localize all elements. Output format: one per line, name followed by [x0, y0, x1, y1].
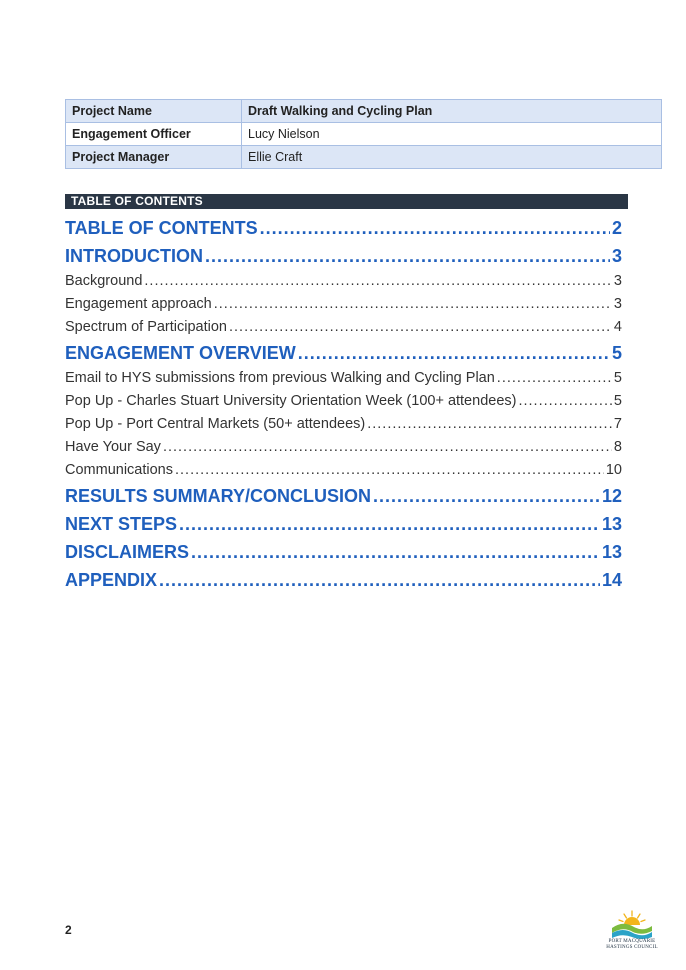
toc-entry-page: 4	[613, 319, 622, 335]
toc-entry-title: RESULTS SUMMARY/CONCLUSION	[65, 486, 371, 506]
project-name-value: Draft Walking and Cycling Plan	[242, 100, 662, 123]
toc-entry-background[interactable]	[65, 270, 622, 293]
dot-leader	[367, 413, 612, 436]
toc-entry-title: Spectrum of Participation	[65, 319, 227, 335]
toc-entry-page: 14	[601, 570, 622, 590]
toc-entry-table-of-contents[interactable]	[65, 214, 622, 242]
engagement-officer-value: Lucy Nielson	[242, 123, 662, 146]
dot-leader	[373, 482, 600, 510]
toc-entry-title: Email to HYS submissions from previous Walking and Cycling Plan	[65, 370, 495, 386]
toc-entry-title: APPENDIX	[65, 570, 158, 590]
toc-entry-popup-port-central[interactable]	[65, 413, 622, 436]
project-info-table	[65, 99, 662, 169]
toc-entry-page: 2	[611, 218, 622, 238]
toc-entry-title: Background	[65, 273, 143, 289]
toc-entry-page: 7	[613, 416, 622, 432]
toc-entry-title: Have Your Say	[65, 439, 161, 455]
dot-leader	[298, 339, 610, 367]
toc-entry-page: 13	[601, 514, 622, 534]
council-logo-text	[600, 939, 664, 951]
toc-entry-communications[interactable]	[65, 459, 622, 482]
engagement-officer-label: Engagement Officer	[66, 123, 242, 146]
toc-entry-page: 12	[601, 486, 622, 506]
toc-entry-engagement-approach[interactable]	[65, 293, 622, 316]
logo-text-line1: PORT MACQUARIE	[608, 939, 656, 944]
toc-entry-next-steps[interactable]	[65, 510, 622, 538]
dot-leader	[179, 510, 600, 538]
dot-leader	[159, 566, 600, 594]
toc-entry-page: 8	[613, 439, 622, 455]
table-row	[66, 100, 662, 123]
toc-entry-title: INTRODUCTION	[65, 246, 203, 266]
dot-leader	[205, 242, 610, 270]
toc-entry-title: DISCLAIMERS	[65, 542, 190, 562]
toc-entry-title: TABLE OF CONTENTS	[65, 218, 258, 238]
toc-entry-page: 13	[601, 542, 622, 562]
dot-leader	[260, 214, 610, 242]
toc-entry-results-summary[interactable]	[65, 482, 622, 510]
toc-entry-appendix[interactable]	[65, 566, 622, 594]
toc-heading: TABLE OF CONTENTS	[65, 194, 628, 209]
table-row	[66, 146, 662, 169]
toc-entry-page: 3	[611, 246, 622, 266]
toc-entry-title: Pop Up - Port Central Markets (50+ attendees)	[65, 416, 366, 432]
table-row	[66, 123, 662, 146]
dot-leader	[229, 316, 612, 339]
logo-text-line2: HASTINGS COUNCIL	[606, 945, 658, 950]
dot-leader	[214, 293, 612, 316]
dot-leader	[144, 270, 612, 293]
dot-leader	[191, 538, 600, 566]
dot-leader	[518, 390, 611, 413]
table-of-contents	[65, 214, 622, 594]
toc-entry-popup-csu[interactable]	[65, 390, 622, 413]
toc-entry-spectrum-of-participation[interactable]	[65, 316, 622, 339]
dot-leader	[175, 459, 604, 482]
toc-entry-page: 3	[613, 273, 622, 289]
toc-entry-page: 5	[613, 393, 622, 409]
toc-entry-have-your-say[interactable]	[65, 436, 622, 459]
toc-entry-title: ENGAGEMENT OVERVIEW	[65, 343, 296, 363]
toc-entry-disclaimers[interactable]	[65, 538, 622, 566]
toc-entry-title: NEXT STEPS	[65, 514, 178, 534]
toc-entry-page: 5	[611, 343, 622, 363]
page-number: 2	[65, 923, 72, 937]
toc-entry-email-submissions[interactable]	[65, 367, 622, 390]
dot-leader	[497, 367, 612, 390]
toc-entry-introduction[interactable]	[65, 242, 622, 270]
toc-entry-title: Pop Up - Charles Stuart University Orientation Week (100+ attendees)	[65, 393, 517, 409]
project-name-label: Project Name	[66, 100, 242, 123]
dot-leader	[163, 436, 612, 459]
project-manager-label: Project Manager	[66, 146, 242, 169]
toc-entry-title: Communications	[65, 462, 173, 478]
toc-entry-page: 10	[605, 462, 622, 478]
toc-entry-title: Engagement approach	[65, 296, 212, 312]
project-manager-value: Ellie Craft	[242, 146, 662, 169]
toc-entry-engagement-overview[interactable]	[65, 339, 622, 367]
toc-entry-page: 3	[613, 296, 622, 312]
toc-entry-page: 5	[613, 370, 622, 386]
